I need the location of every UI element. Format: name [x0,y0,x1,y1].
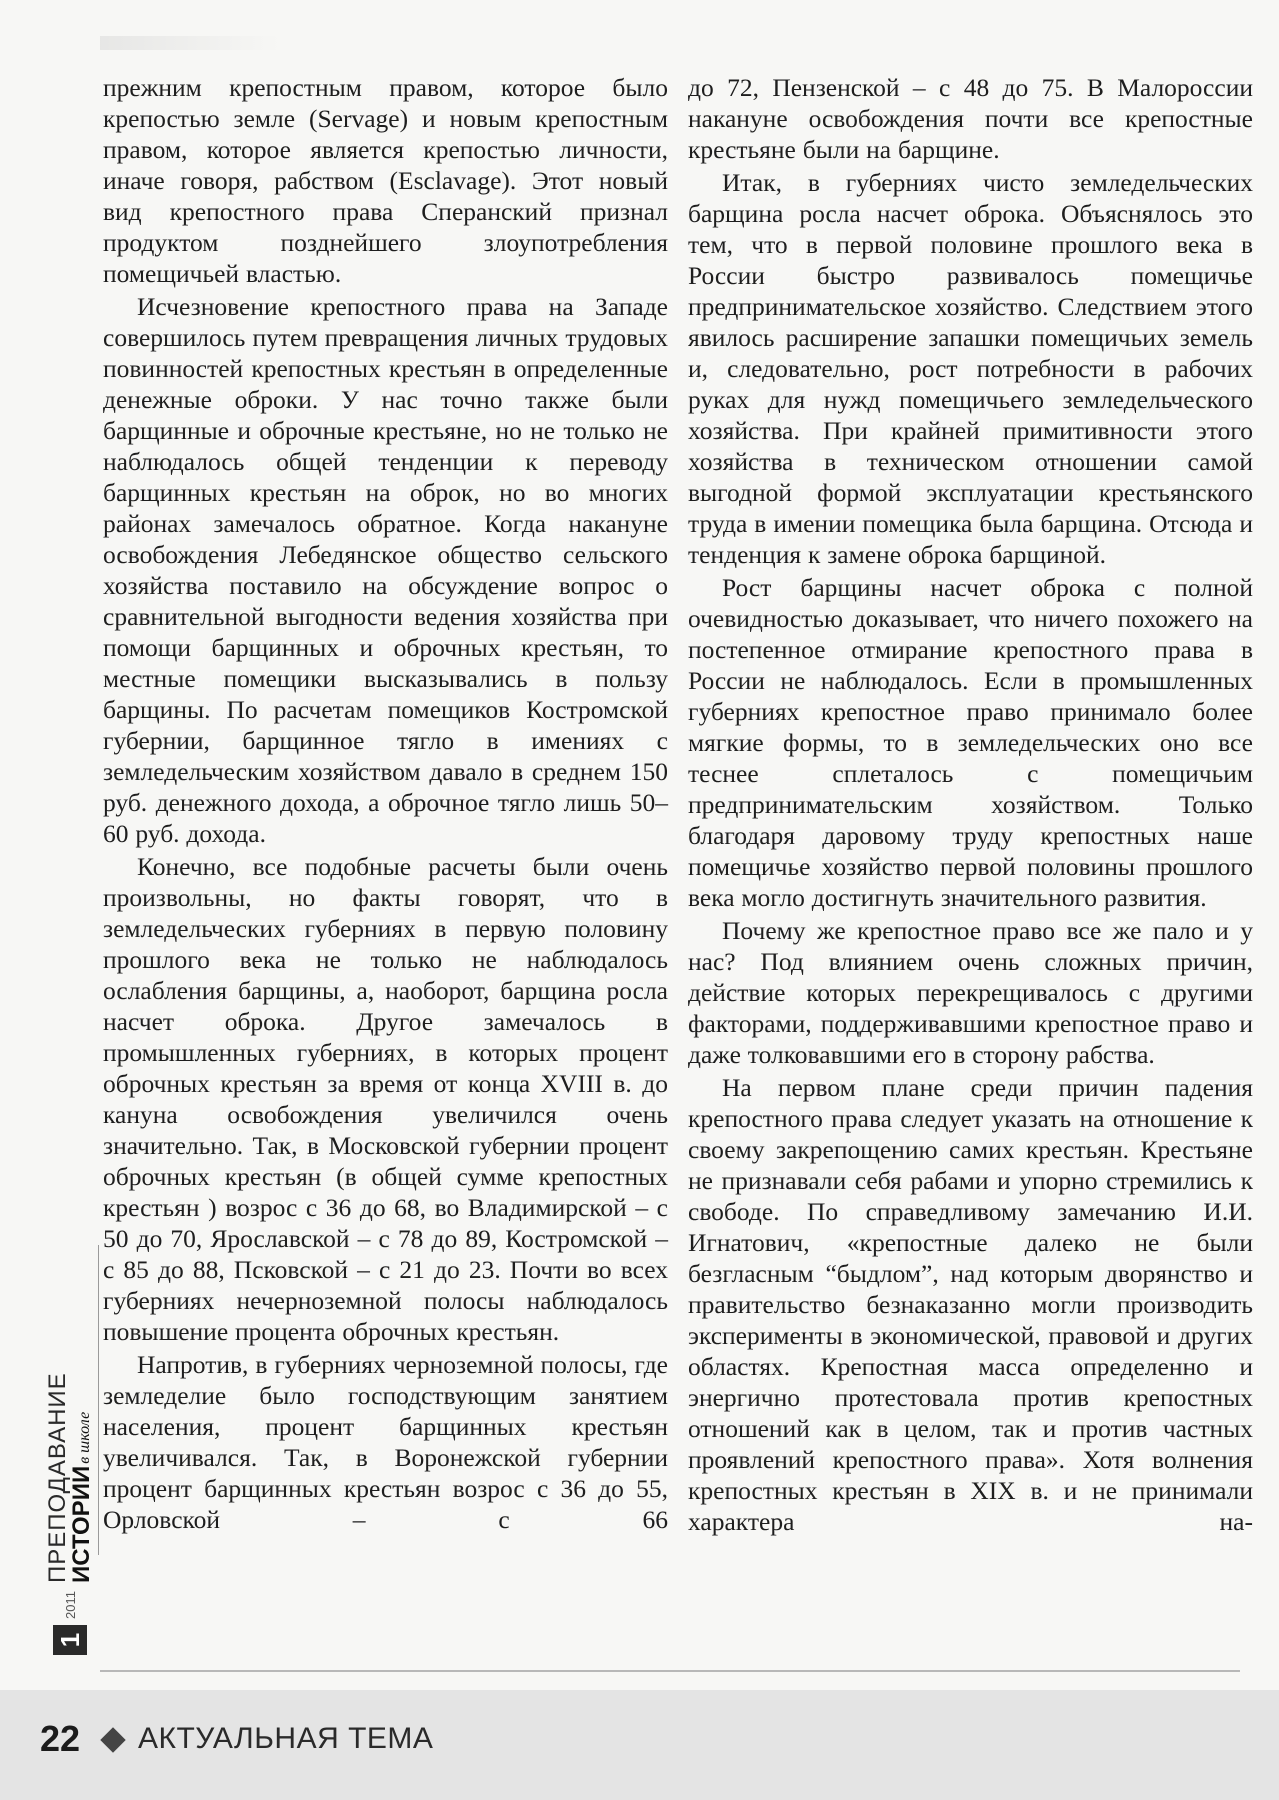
paragraph: Почему же крепостное право все же пало и у нас? Под влиянием очень сложных причин, действие которых перекрещивалось с другими факторами, поддерживавшими крепостное право и даже толковавшими его в сторону рабства. [688,916,1253,1069]
paragraph: На первом плане среди причин падения крепостного права следует указать на отношение к своему закрепощению самих крестьян. Крестьяне не признавали себя рабами и упорно стремились к свободе. По справедливому замечанию И.И. Игнатович, «крепостные далеко не были безгласным “быдлом”, над которым дворянство и правительство безнаказанно могли производить эксперименты в экономической, правовой и других областях. Крепостная масса определенно и энергично протестовала против крепостных отношений как в целом, так и против частных проявлений крепостного права». Хотя волнения крепостных крестьян в XIX в. и не принимали характера на- [688,1073,1253,1536]
spine-divider [98,1245,99,1555]
scan-smudge [100,36,280,50]
footer-rule [100,1670,1240,1672]
paragraph: Рост барщины насчет оброка с полной очевидностью доказывает, что ничего похожего на постепенное отмирание крепостного права в России не наблюдалось. Если в промышленных губерниях крепостное право принимало более мягкие формы, то в земледельческих оно все теснее сплеталось с помещичьим предпринимательским хозяйством. Только благодаря даровому труду крепостных наше помещичье хозяйство первой половины прошлого века могло достигнуть значительного развития. [688,573,1253,912]
paragraph: прежним крепостным правом, которое было крепостью земле (Servage) и новым крепостным правом, которое является крепостью личности, иначе говоря, рабством (Esclavage). Этот новый вид крепостного права Сперанский признал продуктом позднейшего злоупотребления помещичьей властью. [103,73,668,288]
section-title: АКТУАЛЬНАЯ ТЕМА [138,1722,434,1755]
paragraph: до 72, Пензенской – с 48 до 75. В Малороссии накануне освобождения почти все крепостные крестьяне были на барщине. [688,73,1253,164]
right-column [688,72,1253,1539]
paragraph: Итак, в губерниях чисто земледельческих барщина росла насчет оброка. Объяснялось это тем, что в первой половине прошлого века в России быстро развивалось помещичье предпринимательское хозяйство. Следствием этого явилось расширение запашки помещичьих земель и, следовательно, рост потребности в рабочих руках для нужд помещичьего земледельческого хозяйства. При крайней примитивности этого хозяйства в техническом отношении самой выгодной формой эксплуатации крестьянского труда в имении помещика была барщина. Отсюда и тенденция к замене оброка барщиной. [688,168,1253,569]
issue-year: 2011 [62,1591,78,1619]
paragraph: Исчезновение крепостного права на Западе совершилось путем превращения личных трудовых повинностей крепостных крестьян в определенные денежные оброки. У нас точно также были барщинные и оброчные крестьяне, но не только не наблюдалось общей тенденции к переводу барщинных крестьян на оброк, но во многих районах замечалось обратное. Когда накануне освобождения Лебедянское общество сельского хозяйства поставило на обсуждение вопрос о сравнительной выгодности ведения хозяйства при помощи барщинных и оброчных крестьян, то местные помещики высказывались в пользу барщины. По расчетам помещиков Костромской губернии, барщинное тягло в имениях с земледельческим хозяйством давало в среднем 150 руб. денежного дохода, а оброчное тягло лишь 50–60 руб. дохода. [103,292,668,848]
journal-spine [44,1250,96,1655]
journal-title-top: ПРЕПОДАВАНИЕ [44,1372,71,1584]
issue-number: 1 [53,1625,87,1655]
left-column [103,72,668,1537]
page-number: 22 [40,1718,81,1759]
paragraph: Конечно, все подобные расчеты были очень произвольны, но факты говорят, что в земледельческих губерниях в первую половину прошлого века не только не наблюдалось ослабления барщины, а, наоборот, барщина росла насчет оброка. Другое замечалось в промышленных губерниях, в которых процент оброчных крестьян за время от конца XVIII в. до кануна освобождения увеличился очень значительно. Так, в Московской губернии процент оброчных крестьян (в общей сумме крепостных крестьян ) возрос с 36 до 68, во Владимирской – с 50 до 70, Ярославской – с 78 до 89, Костромской – с 85 до 88, Псковской – с 21 до 23. Почти во всех губерниях нечерноземной полосы наблюдалось повышение процента оброчных крестьян. [103,852,668,1346]
journal-title-tail: в школе [76,1411,93,1464]
paragraph: Напротив, в губерниях черноземной полосы, где земледелие было господствующим занятием населения, процент барщинных крестьян увеличивался. Так, в Воронежской губернии процент барщинных крестьян возрос с 36 до 55, Орловской – с 66 [103,1350,668,1534]
journal-title-bold: ИСТОРИИв школе [68,1411,95,1584]
